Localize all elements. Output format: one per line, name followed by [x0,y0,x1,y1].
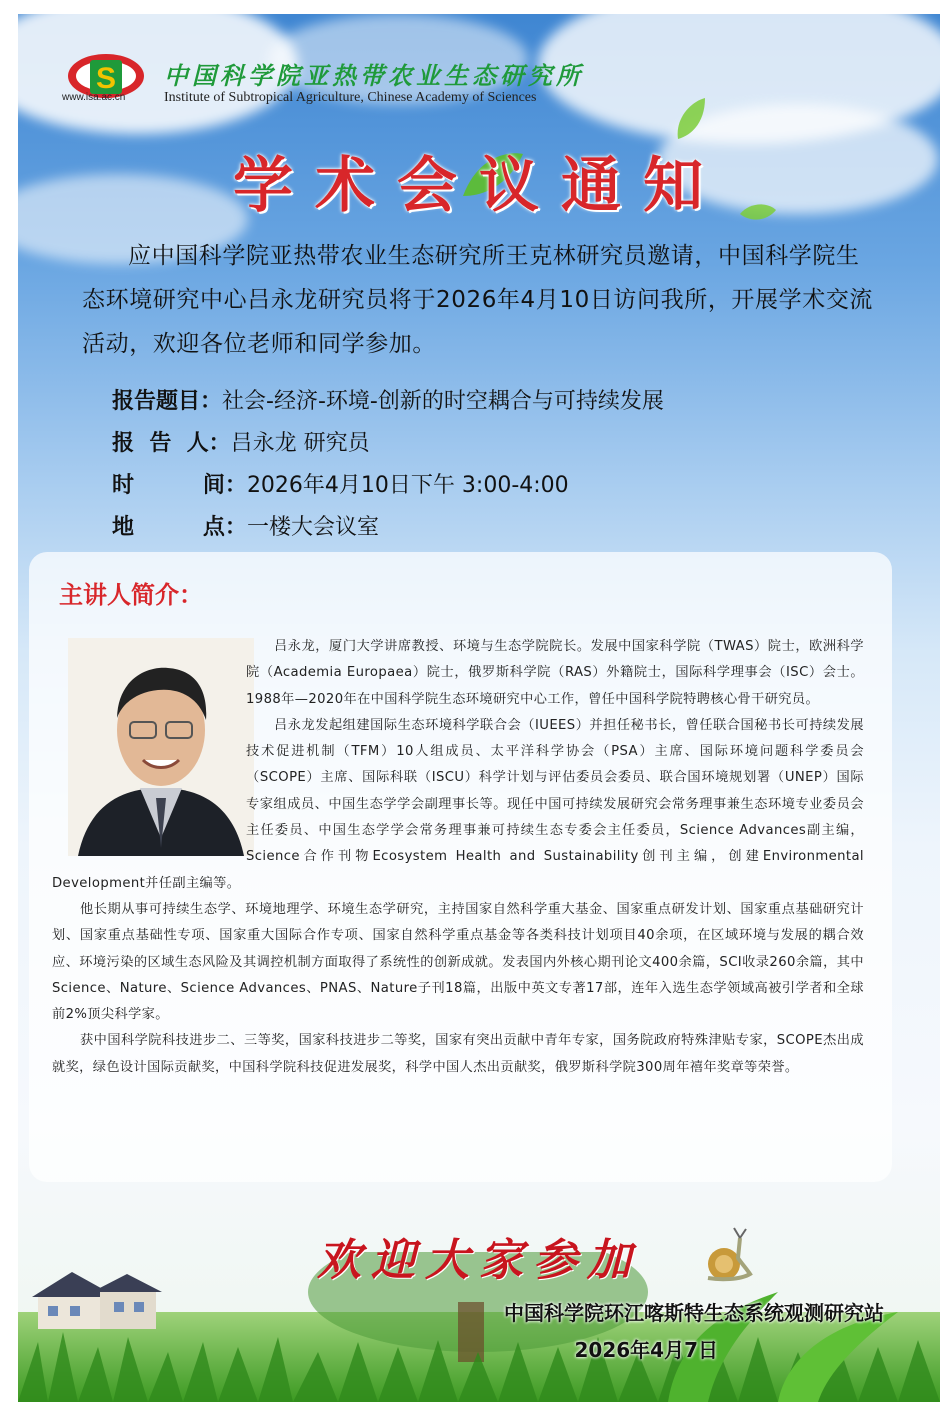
info-topic [112,384,664,415]
logo-url: www.isa.ac.cn [62,92,126,103]
info-place [112,510,379,541]
time-label: 时 间： [112,473,247,498]
bio-paragraph: 吕永龙，厦门大学讲席教授、环境与生态学院院长。发展中国家科学院（TWAS）院士，欧洲科学院（Academia Europaea）院士，俄罗斯科学院（RAS）外籍院士，国际科学理事会（ISC）会士。1988年—2020年在中国科学院生态环境研究中心工作，曾任中国科学院特聘核心骨干研究员。 [246,639,864,707]
speaker-label: 报 告 人： [112,431,231,456]
page-title: 学术会议通知 [233,151,725,221]
bio-paragraph: 他长期从事可持续生态学、环境地理学、环境生态学研究，主持国家自然科学重大基金、国家重点研发计划、国家重点基础研究计划、国家重点基础性专项、国家重大国际合作专项、国家自然科学重点基金等各类科技计划项目40余项，在区域环境与发展的耦合效应、环境污染的区域生态风险及其调控机制方面取得了系统性的创新成就。发表国内外核心期刊论文400余篇，SCI收录260余篇，其中Science、Nature、Science Advances、PNAS、Nature子刊18篇，出版中英文专著17部，连年入选生态学领域高被引学者和全球前2%顶尖科学家。 [52,901,864,1023]
speaker-bio-heading: 主讲人简介： [59,581,203,609]
photo-spacer [52,634,246,870]
info-speaker [112,426,370,457]
station-name: 中国科学院环江喀斯特生态系统观测研究站 [504,1301,884,1325]
place-value: 一楼大会议室 [246,515,379,540]
topic-value: 社会-经济-环境-创新的时空耦合与可持续发展 [222,389,664,414]
place-label: 地 点： [112,515,247,540]
bio-paragraph: 吕永龙发起组建国际生态环境科学联合会（IUEES）并担任秘书长，曾任联合国秘书长可持续发展技术促进机制（TFM）10人组成员、太平洋科学协会（PSA）主席、国际环境问题科学委员会（SCOPE）主席、国际科联（ISCU）科学计划与评估委员会委员、联合国环境规划署（UNEP）国际专家组成员、中国生态学学会副理事长等。现任中国可持续发展研究会常务理事兼生态环境专业委员会主任委员、中国生态学学会常务理事兼可持续生态专委会主任委员，Science Advances副主编，Science合作刊物Ecosystem Health and Sustainability创刊主编，创建Environmental Development并任副主编等。 [52,717,864,891]
institute-name-cn: 中国科学院亚热带农业生态研究所 [164,61,584,90]
speaker-value: 吕永龙 研究员 [230,431,370,456]
intro-paragraph: 应中国科学院亚热带农业生态研究所王克林研究员邀请，中国科学院生态环境研究中心吕永龙研究员将于2026年4月10日访问我所，开展学术交流活动，欢迎各位老师和同学参加。 [82,243,874,357]
bio-paragraph: 获中国科学院科技进步二、三等奖，国家科技进步二等奖，国家有突出贡献中青年专家，国务院政府特殊津贴专家，SCOPE杰出成就奖，绿色设计国际贡献奖，中国科学院科技促进发展奖，科学中国人杰出贡献奖，俄罗斯科学院300周年禧年奖章等荣誉。 [52,1033,864,1075]
speaker-bio [52,634,864,1081]
svg-text:S: S [95,62,117,95]
notice-date: 2026年4月7日 [574,1338,718,1362]
institute-name-en: Institute of Subtropical Agriculture, Chinese Academy of Sciences [164,90,537,105]
topic-label: 报告题目： [112,389,223,414]
leaf-decoration [670,94,710,144]
time-value: 2026年4月10日下午 3:00-4:00 [246,473,569,498]
info-time [112,468,569,499]
welcome-banner: 欢迎大家参加 [317,1235,641,1286]
